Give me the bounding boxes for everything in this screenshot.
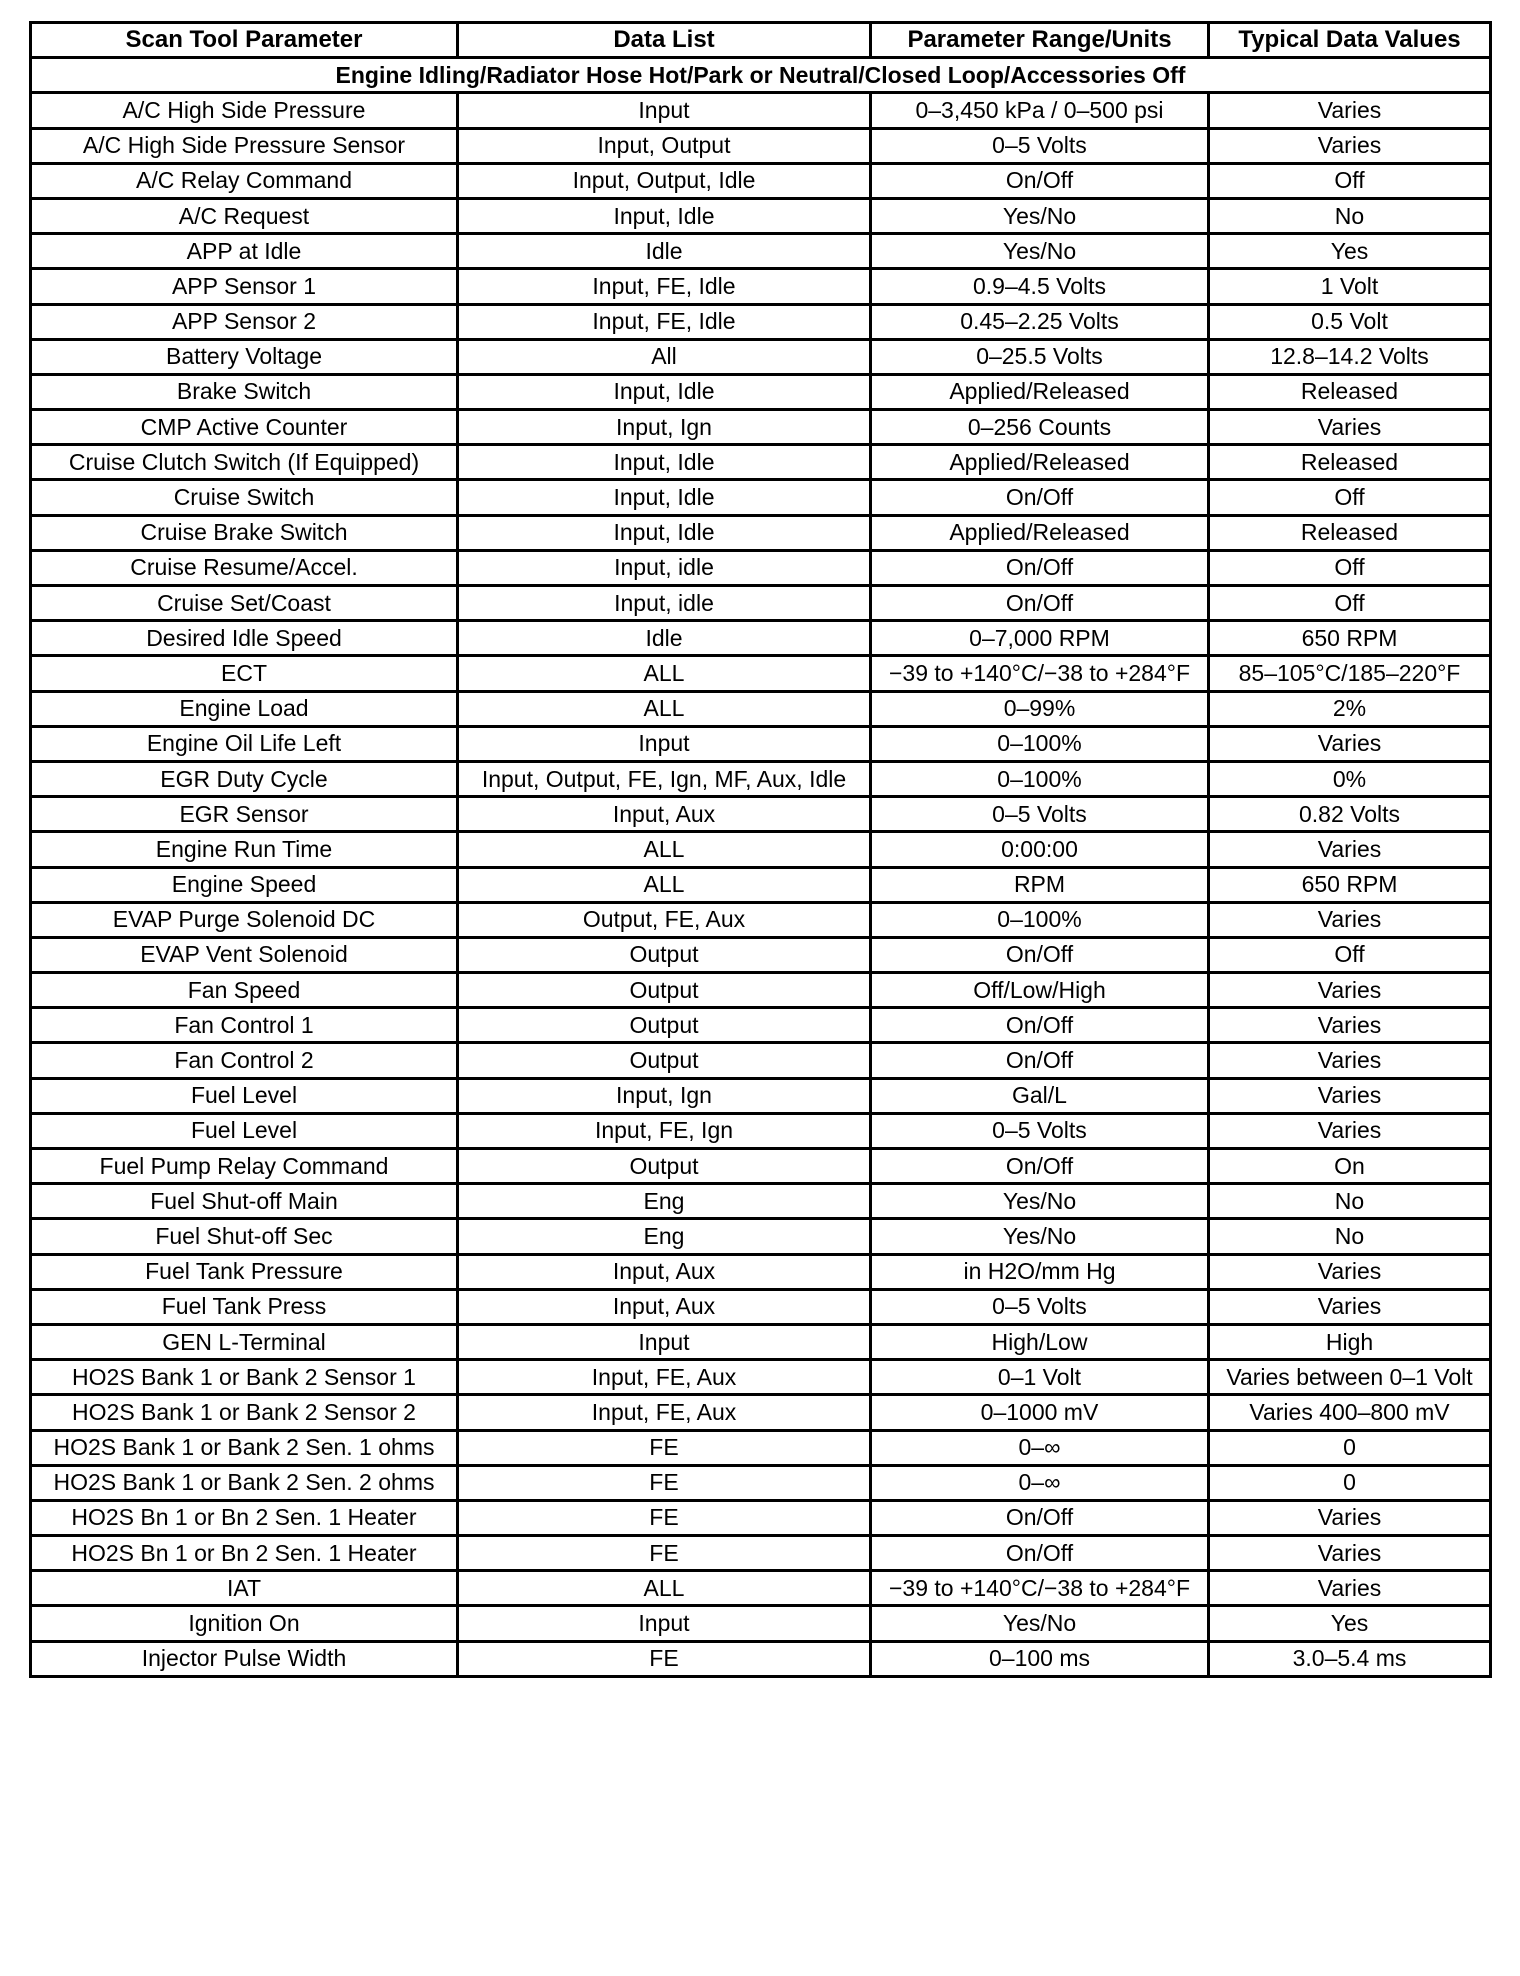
typical-value-cell: Varies: [1209, 1536, 1491, 1571]
parameter-cell: Engine Speed: [31, 867, 458, 902]
table-row: [31, 1500, 1491, 1535]
table-row: [31, 902, 1491, 937]
range-units-cell: Yes/No: [871, 1606, 1209, 1641]
range-units-cell: On/Off: [871, 1008, 1209, 1043]
typical-value-cell: High: [1209, 1324, 1491, 1359]
data-list-cell: Input, Ign: [458, 1078, 871, 1113]
range-units-cell: Applied/Released: [871, 445, 1209, 480]
table-row: [31, 1360, 1491, 1395]
parameter-cell: EGR Duty Cycle: [31, 761, 458, 796]
parameter-cell: Injector Pulse Width: [31, 1641, 458, 1676]
table-row: [31, 1395, 1491, 1430]
parameter-cell: Fuel Tank Press: [31, 1289, 458, 1324]
data-list-cell: Input: [458, 726, 871, 761]
parameter-cell: Fuel Shut-off Sec: [31, 1219, 458, 1254]
typical-value-cell: 0.82 Volts: [1209, 797, 1491, 832]
range-units-cell: 0–25.5 Volts: [871, 339, 1209, 374]
parameter-cell: Cruise Switch: [31, 480, 458, 515]
parameter-cell: GEN L-Terminal: [31, 1324, 458, 1359]
data-list-cell: Input: [458, 1606, 871, 1641]
table-row: [31, 198, 1491, 233]
typical-value-cell: 0: [1209, 1430, 1491, 1465]
parameter-cell: Cruise Clutch Switch (If Equipped): [31, 445, 458, 480]
range-units-cell: On/Off: [871, 1149, 1209, 1184]
data-list-cell: Input, FE, Aux: [458, 1395, 871, 1430]
table-row: [31, 304, 1491, 339]
range-units-cell: On/Off: [871, 1043, 1209, 1078]
table-row: [31, 937, 1491, 972]
data-list-cell: ALL: [458, 832, 871, 867]
typical-value-cell: Varies 400–800 mV: [1209, 1395, 1491, 1430]
range-units-cell: On/Off: [871, 550, 1209, 585]
typical-value-cell: Off: [1209, 550, 1491, 585]
data-list-cell: Input, Idle: [458, 198, 871, 233]
header-parameter-range-units: Parameter Range/Units: [871, 23, 1209, 58]
data-list-cell: FE: [458, 1465, 871, 1500]
data-list-cell: FE: [458, 1500, 871, 1535]
data-list-cell: Eng: [458, 1184, 871, 1219]
data-list-cell: ALL: [458, 691, 871, 726]
parameter-cell: EVAP Purge Solenoid DC: [31, 902, 458, 937]
parameter-cell: HO2S Bank 1 or Bank 2 Sen. 2 ohms: [31, 1465, 458, 1500]
range-units-cell: Yes/No: [871, 1219, 1209, 1254]
typical-value-cell: Varies: [1209, 1008, 1491, 1043]
table-row: [31, 93, 1491, 128]
data-list-cell: Output: [458, 937, 871, 972]
typical-value-cell: Released: [1209, 515, 1491, 550]
parameter-cell: A/C Relay Command: [31, 163, 458, 198]
header-row: [31, 23, 1491, 58]
typical-value-cell: No: [1209, 1184, 1491, 1219]
range-units-cell: 0–∞: [871, 1465, 1209, 1500]
data-list-cell: Input, Aux: [458, 1254, 871, 1289]
typical-value-cell: 1 Volt: [1209, 269, 1491, 304]
parameter-cell: Desired Idle Speed: [31, 621, 458, 656]
data-list-cell: Input, Output, Idle: [458, 163, 871, 198]
data-list-cell: FE: [458, 1430, 871, 1465]
header-typical-data-values: Typical Data Values: [1209, 23, 1491, 58]
typical-value-cell: Varies: [1209, 1500, 1491, 1535]
range-units-cell: 0–100 ms: [871, 1641, 1209, 1676]
parameter-cell: A/C Request: [31, 198, 458, 233]
typical-value-cell: Yes: [1209, 234, 1491, 269]
typical-value-cell: Varies: [1209, 1078, 1491, 1113]
table-row: [31, 234, 1491, 269]
typical-value-cell: 0.5 Volt: [1209, 304, 1491, 339]
parameter-cell: EVAP Vent Solenoid: [31, 937, 458, 972]
table-row: [31, 1149, 1491, 1184]
typical-value-cell: Varies: [1209, 973, 1491, 1008]
table-row: [31, 586, 1491, 621]
data-list-cell: ALL: [458, 1571, 871, 1606]
range-units-cell: Yes/No: [871, 234, 1209, 269]
table-row: [31, 1289, 1491, 1324]
typical-value-cell: 12.8–14.2 Volts: [1209, 339, 1491, 374]
typical-value-cell: 650 RPM: [1209, 621, 1491, 656]
data-list-cell: Input, Output, FE, Ign, MF, Aux, Idle: [458, 761, 871, 796]
parameter-cell: Fuel Level: [31, 1113, 458, 1148]
range-units-cell: 0–100%: [871, 902, 1209, 937]
range-units-cell: Yes/No: [871, 1184, 1209, 1219]
operating-condition: Engine Idling/Radiator Hose Hot/Park or Neutral/Closed Loop/Accessories Off: [31, 58, 1491, 93]
typical-value-cell: Varies between 0–1 Volt: [1209, 1360, 1491, 1395]
table-row: [31, 1571, 1491, 1606]
typical-value-cell: 0%: [1209, 761, 1491, 796]
parameter-cell: Fuel Shut-off Main: [31, 1184, 458, 1219]
parameter-cell: ECT: [31, 656, 458, 691]
parameter-cell: APP Sensor 1: [31, 269, 458, 304]
range-units-cell: On/Off: [871, 1500, 1209, 1535]
typical-value-cell: Yes: [1209, 1606, 1491, 1641]
range-units-cell: 0–1 Volt: [871, 1360, 1209, 1395]
parameter-cell: CMP Active Counter: [31, 410, 458, 445]
data-list-cell: Output: [458, 1008, 871, 1043]
data-list-cell: Input, FE, Ign: [458, 1113, 871, 1148]
table-row: [31, 1219, 1491, 1254]
range-units-cell: 0.45–2.25 Volts: [871, 304, 1209, 339]
data-list-cell: Output: [458, 1043, 871, 1078]
range-units-cell: 0–∞: [871, 1430, 1209, 1465]
typical-value-cell: Off: [1209, 163, 1491, 198]
parameter-cell: HO2S Bn 1 or Bn 2 Sen. 1 Heater: [31, 1500, 458, 1535]
range-units-cell: High/Low: [871, 1324, 1209, 1359]
table-row: [31, 1043, 1491, 1078]
table-row: [31, 1606, 1491, 1641]
range-units-cell: On/Off: [871, 937, 1209, 972]
range-units-cell: 0:00:00: [871, 832, 1209, 867]
data-list-cell: Input, Idle: [458, 445, 871, 480]
table-row: [31, 1008, 1491, 1043]
table-row: [31, 374, 1491, 409]
range-units-cell: 0.9–4.5 Volts: [871, 269, 1209, 304]
data-list-cell: Input, FE, Idle: [458, 269, 871, 304]
typical-value-cell: Varies: [1209, 902, 1491, 937]
range-units-cell: 0–256 Counts: [871, 410, 1209, 445]
data-list-cell: Input, Output: [458, 128, 871, 163]
range-units-cell: 0–99%: [871, 691, 1209, 726]
range-units-cell: in H2O/mm Hg: [871, 1254, 1209, 1289]
header-scan-tool-parameter: Scan Tool Parameter: [31, 23, 458, 58]
data-list-cell: FE: [458, 1641, 871, 1676]
table-row: [31, 1324, 1491, 1359]
data-list-cell: Input: [458, 93, 871, 128]
typical-value-cell: Varies: [1209, 93, 1491, 128]
range-units-cell: 0–5 Volts: [871, 797, 1209, 832]
parameter-cell: Fuel Pump Relay Command: [31, 1149, 458, 1184]
data-list-cell: Input, Idle: [458, 480, 871, 515]
table-row: [31, 1078, 1491, 1113]
data-list-cell: Output, FE, Aux: [458, 902, 871, 937]
table-row: [31, 1430, 1491, 1465]
range-units-cell: 0–5 Volts: [871, 1113, 1209, 1148]
table-row: [31, 339, 1491, 374]
data-list-cell: Input, idle: [458, 586, 871, 621]
range-units-cell: On/Off: [871, 586, 1209, 621]
parameter-cell: Fan Speed: [31, 973, 458, 1008]
range-units-cell: Applied/Released: [871, 515, 1209, 550]
data-list-cell: Input, Idle: [458, 374, 871, 409]
range-units-cell: 0–1000 mV: [871, 1395, 1209, 1430]
parameter-cell: Engine Run Time: [31, 832, 458, 867]
range-units-cell: RPM: [871, 867, 1209, 902]
table-row: [31, 550, 1491, 585]
typical-value-cell: Varies: [1209, 832, 1491, 867]
range-units-cell: On/Off: [871, 480, 1209, 515]
typical-value-cell: No: [1209, 198, 1491, 233]
table-row: [31, 656, 1491, 691]
scan-tool-data-table: [29, 21, 1492, 1678]
parameter-cell: HO2S Bank 1 or Bank 2 Sensor 1: [31, 1360, 458, 1395]
typical-value-cell: 3.0–5.4 ms: [1209, 1641, 1491, 1676]
range-units-cell: 0–7,000 RPM: [871, 621, 1209, 656]
typical-value-cell: Off: [1209, 480, 1491, 515]
range-units-cell: 0–5 Volts: [871, 1289, 1209, 1324]
data-list-cell: ALL: [458, 656, 871, 691]
data-list-cell: Eng: [458, 1219, 871, 1254]
typical-value-cell: Off: [1209, 586, 1491, 621]
table-row: [31, 797, 1491, 832]
data-list-cell: Output: [458, 973, 871, 1008]
data-list-cell: Input, Ign: [458, 410, 871, 445]
table-row: [31, 1641, 1491, 1676]
table-row: [31, 973, 1491, 1008]
parameter-cell: Battery Voltage: [31, 339, 458, 374]
typical-value-cell: 85–105°C/185–220°F: [1209, 656, 1491, 691]
parameter-cell: HO2S Bank 1 or Bank 2 Sensor 2: [31, 1395, 458, 1430]
parameter-cell: A/C High Side Pressure: [31, 93, 458, 128]
parameter-cell: Brake Switch: [31, 374, 458, 409]
data-list-cell: Input, FE, Aux: [458, 1360, 871, 1395]
parameter-cell: EGR Sensor: [31, 797, 458, 832]
parameter-cell: Engine Load: [31, 691, 458, 726]
parameter-cell: A/C High Side Pressure Sensor: [31, 128, 458, 163]
data-list-cell: All: [458, 339, 871, 374]
data-list-cell: FE: [458, 1536, 871, 1571]
table-row: [31, 269, 1491, 304]
parameter-cell: Cruise Set/Coast: [31, 586, 458, 621]
table-row: [31, 515, 1491, 550]
data-list-cell: Input: [458, 1324, 871, 1359]
parameter-cell: Fan Control 2: [31, 1043, 458, 1078]
table-row: [31, 1465, 1491, 1500]
data-list-cell: Idle: [458, 621, 871, 656]
parameter-cell: Fuel Tank Pressure: [31, 1254, 458, 1289]
typical-value-cell: Varies: [1209, 410, 1491, 445]
data-list-cell: Output: [458, 1149, 871, 1184]
typical-value-cell: Varies: [1209, 128, 1491, 163]
table-row: [31, 1254, 1491, 1289]
parameter-cell: APP Sensor 2: [31, 304, 458, 339]
table-row: [31, 832, 1491, 867]
parameter-cell: IAT: [31, 1571, 458, 1606]
typical-value-cell: Varies: [1209, 1289, 1491, 1324]
parameter-cell: Engine Oil Life Left: [31, 726, 458, 761]
table-row: [31, 621, 1491, 656]
typical-value-cell: 650 RPM: [1209, 867, 1491, 902]
parameter-cell: APP at Idle: [31, 234, 458, 269]
data-list-cell: Input, Idle: [458, 515, 871, 550]
table-row: [31, 1184, 1491, 1219]
parameter-cell: Fan Control 1: [31, 1008, 458, 1043]
range-units-cell: On/Off: [871, 1536, 1209, 1571]
range-units-cell: Off/Low/High: [871, 973, 1209, 1008]
parameter-cell: Ignition On: [31, 1606, 458, 1641]
typical-value-cell: No: [1209, 1219, 1491, 1254]
typical-value-cell: 0: [1209, 1465, 1491, 1500]
range-units-cell: −39 to +140°C/−38 to +284°F: [871, 1571, 1209, 1606]
range-units-cell: 0–100%: [871, 761, 1209, 796]
data-list-cell: ALL: [458, 867, 871, 902]
table-row: [31, 726, 1491, 761]
range-units-cell: 0–5 Volts: [871, 128, 1209, 163]
range-units-cell: On/Off: [871, 163, 1209, 198]
typical-value-cell: Varies: [1209, 726, 1491, 761]
range-units-cell: 0–100%: [871, 726, 1209, 761]
typical-value-cell: On: [1209, 1149, 1491, 1184]
range-units-cell: 0–3,450 kPa / 0–500 psi: [871, 93, 1209, 128]
typical-value-cell: Off: [1209, 937, 1491, 972]
range-units-cell: −39 to +140°C/−38 to +284°F: [871, 656, 1209, 691]
typical-value-cell: 2%: [1209, 691, 1491, 726]
parameter-cell: Cruise Resume/Accel.: [31, 550, 458, 585]
parameter-cell: HO2S Bn 1 or Bn 2 Sen. 1 Heater: [31, 1536, 458, 1571]
data-list-cell: Idle: [458, 234, 871, 269]
table-row: [31, 445, 1491, 480]
parameter-cell: Fuel Level: [31, 1078, 458, 1113]
data-list-cell: Input, FE, Idle: [458, 304, 871, 339]
table-row: [31, 163, 1491, 198]
table-row: [31, 761, 1491, 796]
table-row: [31, 128, 1491, 163]
typical-value-cell: Released: [1209, 445, 1491, 480]
table-row: [31, 1536, 1491, 1571]
table-row: [31, 867, 1491, 902]
parameter-cell: HO2S Bank 1 or Bank 2 Sen. 1 ohms: [31, 1430, 458, 1465]
table-row: [31, 1113, 1491, 1148]
typical-value-cell: Varies: [1209, 1113, 1491, 1148]
data-list-cell: Input, Aux: [458, 1289, 871, 1324]
typical-value-cell: Released: [1209, 374, 1491, 409]
header-data-list: Data List: [458, 23, 871, 58]
typical-value-cell: Varies: [1209, 1043, 1491, 1078]
typical-value-cell: Varies: [1209, 1254, 1491, 1289]
data-list-cell: Input, Aux: [458, 797, 871, 832]
table-row: [31, 691, 1491, 726]
range-units-cell: Applied/Released: [871, 374, 1209, 409]
table-row: [31, 480, 1491, 515]
range-units-cell: Gal/L: [871, 1078, 1209, 1113]
table-row: [31, 410, 1491, 445]
condition-row: [31, 58, 1491, 93]
typical-value-cell: Varies: [1209, 1571, 1491, 1606]
range-units-cell: Yes/No: [871, 198, 1209, 233]
data-list-cell: Input, idle: [458, 550, 871, 585]
parameter-cell: Cruise Brake Switch: [31, 515, 458, 550]
